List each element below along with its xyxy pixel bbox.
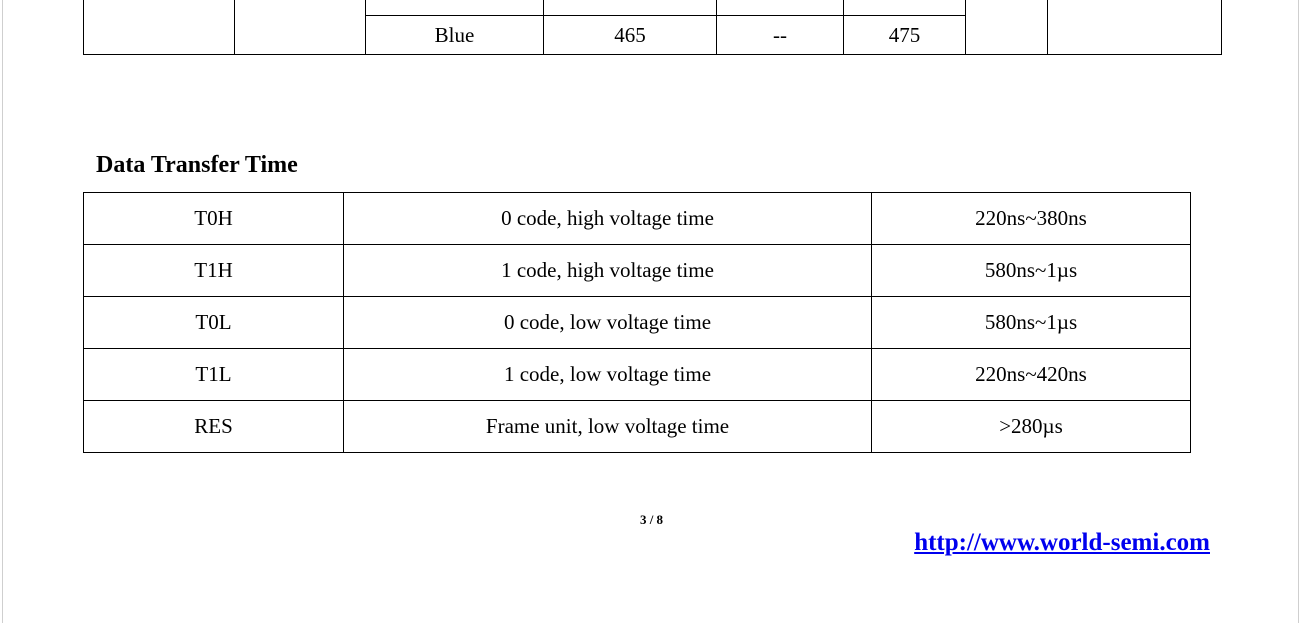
table-cell	[844, 0, 966, 16]
wavelength-table-fragment	[83, 0, 1222, 55]
symbol-cell: T1L	[84, 349, 344, 401]
description-cell: Frame unit, low voltage time	[344, 401, 872, 453]
table-cell	[717, 0, 844, 16]
table-cell	[1048, 0, 1222, 55]
value-cell: >280µs	[872, 401, 1191, 453]
value-cell: 220ns~380ns	[872, 193, 1191, 245]
table-cell	[235, 0, 366, 55]
table-row	[84, 401, 1191, 453]
value-cell: 580ns~1µs	[872, 245, 1191, 297]
table-row	[84, 349, 1191, 401]
page-edge-right	[1298, 0, 1299, 623]
symbol-cell: T0H	[84, 193, 344, 245]
table-row	[84, 297, 1191, 349]
max-value: 475	[844, 16, 966, 55]
value-cell: 220ns~420ns	[872, 349, 1191, 401]
page-edge-left	[2, 0, 3, 623]
website-link[interactable]: http://www.world-semi.com	[914, 529, 1210, 556]
table-row	[84, 245, 1191, 297]
description-cell: 1 code, high voltage time	[344, 245, 872, 297]
description-cell: 1 code, low voltage time	[344, 349, 872, 401]
min-value: 465	[544, 16, 717, 55]
table-cell	[84, 0, 235, 55]
symbol-cell: T1H	[84, 245, 344, 297]
symbol-cell: T0L	[84, 297, 344, 349]
data-transfer-time-table	[83, 192, 1191, 453]
description-cell: 0 code, high voltage time	[344, 193, 872, 245]
table-row	[84, 193, 1191, 245]
table-cell	[366, 0, 544, 16]
value-cell: 580ns~1µs	[872, 297, 1191, 349]
table-row	[84, 0, 1222, 16]
table-cell	[966, 0, 1048, 55]
section-title: Data Transfer Time	[96, 152, 298, 178]
color-label: Blue	[366, 16, 544, 55]
page-number: 3 / 8	[639, 512, 664, 527]
typ-value: --	[717, 16, 844, 55]
symbol-cell: RES	[84, 401, 344, 453]
table-cell	[544, 0, 717, 16]
description-cell: 0 code, low voltage time	[344, 297, 872, 349]
